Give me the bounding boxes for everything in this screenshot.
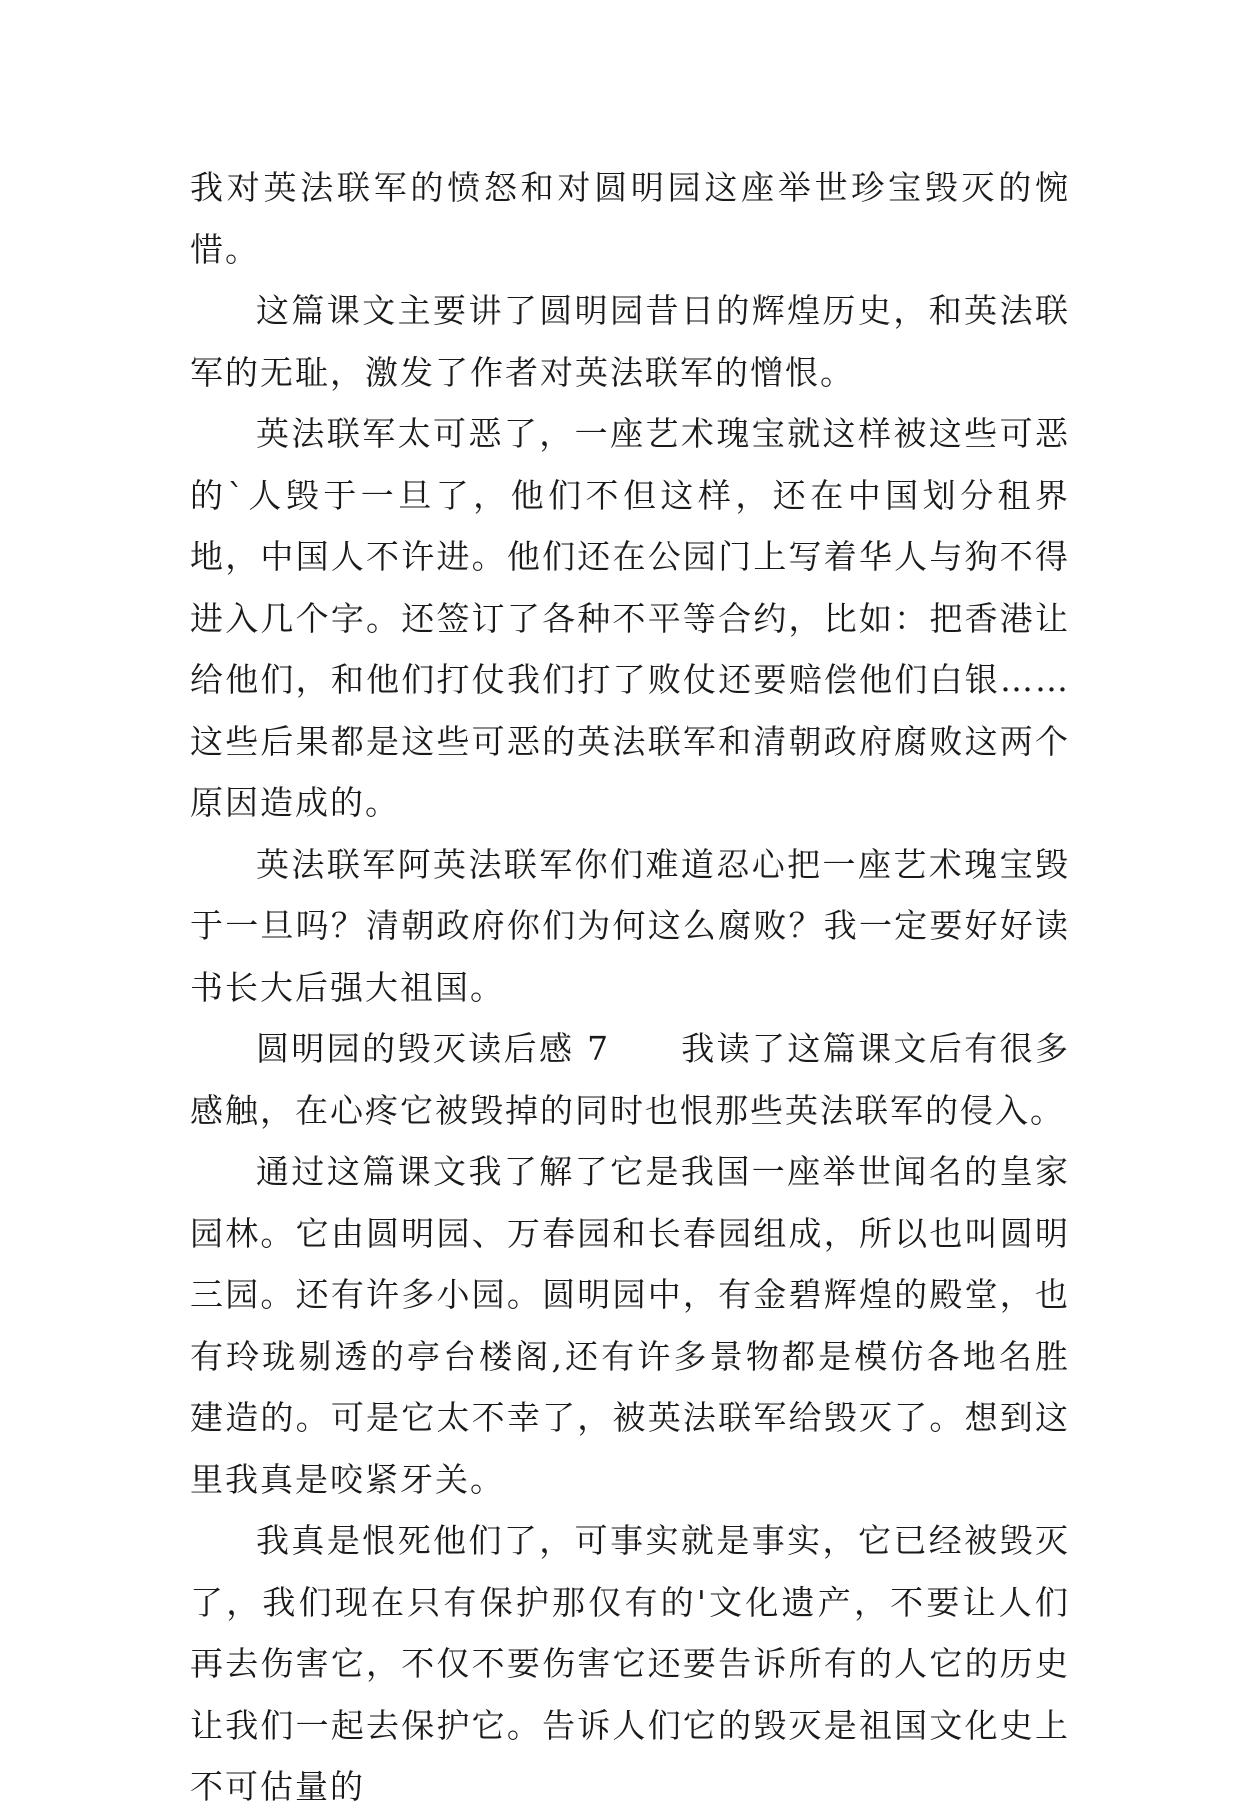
paragraph: 我真是恨死他们了，可事实就是事实，它已经被毁灭了，我们现在只有保护那仅有的'文化遗产，不要让人们再去伤害它，不仅不要伤害它还要告诉所有的人它的历史让我们一起去保护它。告诉人们它的毁灭是祖国文化史上不可估量的	[190, 1521, 1070, 1806]
paragraph: 圆明园的毁灭读后感 7 我读了这篇课文后有很多感触，在心疼它被毁掉的同时也恨那些英法联军的侵入。	[190, 1029, 1070, 1130]
paragraph: 英法联军太可恶了，一座艺术瑰宝就这样被这些可恶的`人毁于一旦了，他们不但这样，还在中国划分租界地，中国人不许进。他们还在公园门上写着华人与狗不得进入几个字。还签订了各种不平等合约，比如：把香港让给他们，和他们打仗我们打了败仗还要赔偿他们白银……这些后果都是这些可恶的英法联军和清朝政府腐败这两个原因造成的。	[190, 414, 1070, 822]
paragraph: 通过这篇课文我了解了它是我国一座举世闻名的皇家园林。它由圆明园、万春园和长春园组成，所以也叫圆明三园。还有许多小园。圆明园中，有金碧辉煌的殿堂，也有玲珑剔透的亭台楼阁,还有许多景物都是模仿各地名胜建造的。可是它太不幸了，被英法联军给毁灭了。想到这里我真是咬紧牙关。	[190, 1152, 1070, 1499]
paragraph: 我对英法联军的愤怒和对圆明园这座举世珍宝毁灭的惋惜。	[190, 168, 1070, 269]
paragraph: 这篇课文主要讲了圆明园昔日的辉煌历史，和英法联军的无耻，激发了作者对英法联军的憎恨。	[190, 291, 1070, 392]
paragraph: 英法联军阿英法联军你们难道忍心把一座艺术瑰宝毁于一旦吗？清朝政府你们为何这么腐败？我一定要好好读书长大后强大祖国。	[190, 844, 1070, 1007]
document-body	[190, 157, 1070, 1818]
